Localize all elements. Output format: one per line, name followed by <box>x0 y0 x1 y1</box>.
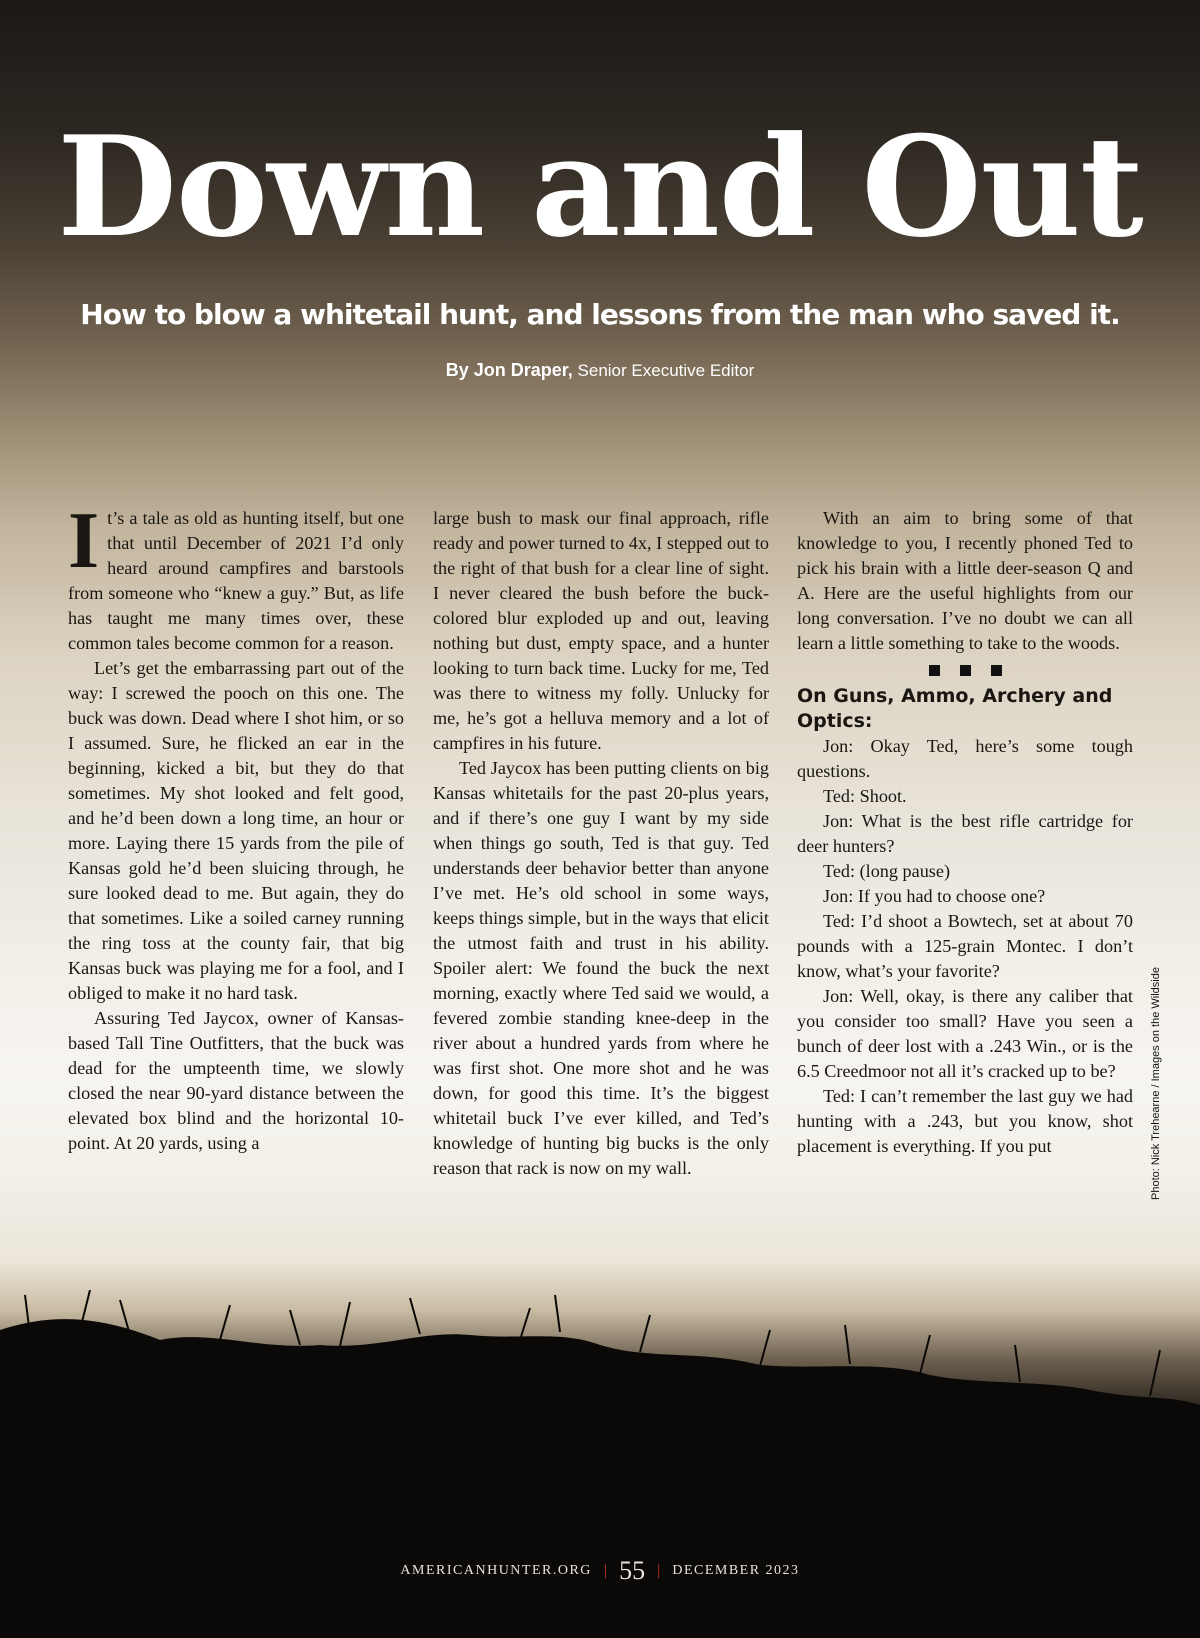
article-subtitle: How to blow a whitetail hunt, and lessons from the man who saved it. <box>80 298 1120 331</box>
article-column-2 <box>433 506 769 1181</box>
drop-cap: I <box>68 497 100 585</box>
qa-line: Ted: Shoot. <box>823 786 907 806</box>
footer-site: AMERICANHUNTER.ORG <box>400 1563 592 1578</box>
byline-author: By Jon Draper, <box>445 360 573 380</box>
qa-line: Ted: I’d shoot a Bowtech, set at about 70 pounds with a 125-grain Montec. I don’t know, what’s your favorite? <box>797 911 1133 981</box>
photo-credit: Photo: Nick Trehearne / Images on the Wildside <box>1150 967 1162 1200</box>
byline-role: Senior Executive Editor <box>577 361 755 380</box>
footer-separator: | <box>603 1562 608 1579</box>
footer-date: DECEMBER 2023 <box>672 1563 800 1578</box>
section-heading: On Guns, Ammo, Archery and Optics: <box>797 685 1113 732</box>
paragraph: Assuring Ted Jaycox, owner of Kansas-based Tall Tine Outfitters, that the buck was dead for the umpteenth time, we slowly closed the near 90-yard distance between the elevated box blind and the horizontal 10-point. At 20 yards, using a <box>68 1008 404 1153</box>
qa-line: Ted: (long pause) <box>823 861 951 881</box>
paragraph: Ted Jaycox has been putting clients on big Kansas whitetails for the past 20-plus years, and if there’s one guy I want by my side when things go south, Ted is that guy. Ted understands deer behavior better than anyone I’ve met. He’s old school in some ways, keeps things simple, but in the ways that elicit the utmost faith and trust in his ability. Spoiler alert: We found the buck the next morning, exactly where Ted said we would, a fevered zombie standing knee-deep in the river about a hundred yards from where he was first shot. One more shot and he was down, for good this time. It’s the biggest whitetail buck I’ve ever killed, and Ted’s knowledge of hunting big bucks is the only reason that rack is now on my wall. <box>433 758 769 1178</box>
paragraph: With an aim to bring some of that knowledge to you, I recently phoned Ted to pick his brain with a little deer-season Q and A. Here are the useful highlights from our long conversation. I’ve no doubt we can all learn a little something to take to the woods. <box>797 508 1133 653</box>
qa-line: Ted: I can’t remember the last guy we had hunting with a .243, but you know, shot placement is everything. If you put <box>797 1086 1133 1156</box>
paragraph <box>68 497 404 656</box>
byline <box>0 360 1200 381</box>
page-number: 55 <box>619 1556 646 1585</box>
paragraph: Let’s get the embarrassing part out of the way: I screwed the pooch on this one. The buck was down. Dead where I shot him, or so I assumed. Sure, he flicked an ear in the beginning, kicked a bit, but they do that sometimes. My shot looked and felt good, and he’d been down a long time, an hour or more. Laying there 15 yards from the pile of Kansas gold he’d been sluicing through, he sure looked dead to me. But again, they do that sometimes. Like a soiled carney running the ring toss at the county fair, that big Kansas buck was playing me for a fool, and I obliged to make it no hard task. <box>68 658 404 1003</box>
qa-line: Jon: Well, okay, is there any caliber that you consider too small? Have you seen a bunch of deer lost with a .243 Win., or is the 6.5 Creedmoor not all it’s cracked up to be? <box>797 986 1133 1081</box>
qa-line: Jon: Okay Ted, here’s some tough questions. <box>797 736 1133 781</box>
paragraph-text: t’s a tale as old as hunting itself, but one that until December of 2021 I’d only heard around campfires and barstools from someone who “knew a guy.” But, as life has taught me many times over, these common tales become common for a reason. <box>68 508 404 653</box>
footer-separator: | <box>657 1562 661 1579</box>
page-footer <box>0 1556 1200 1586</box>
article-column-3 <box>797 506 1133 1159</box>
qa-line: Jon: What is the best rifle cartridge for deer hunters? <box>797 811 1133 856</box>
qa-line: Jon: If you had to choose one? <box>823 886 1046 906</box>
article-title: Down and Out <box>57 105 1143 268</box>
article-column-1 <box>68 497 404 1156</box>
section-divider <box>797 658 1133 682</box>
paragraph: large bush to mask our final approach, rifle ready and power turned to 4x, I stepped out to the right of that bush for a clear line of sight. I never cleared the bush before the buck-colored blur exploded up and out, leaving nothing but dust, empty space, and a hunter looking to turn back time. Lucky for me, Ted was there to witness my folly. Unlucky for me, he’s got a helluva memory and a lot of campfires in his future. <box>433 508 769 753</box>
